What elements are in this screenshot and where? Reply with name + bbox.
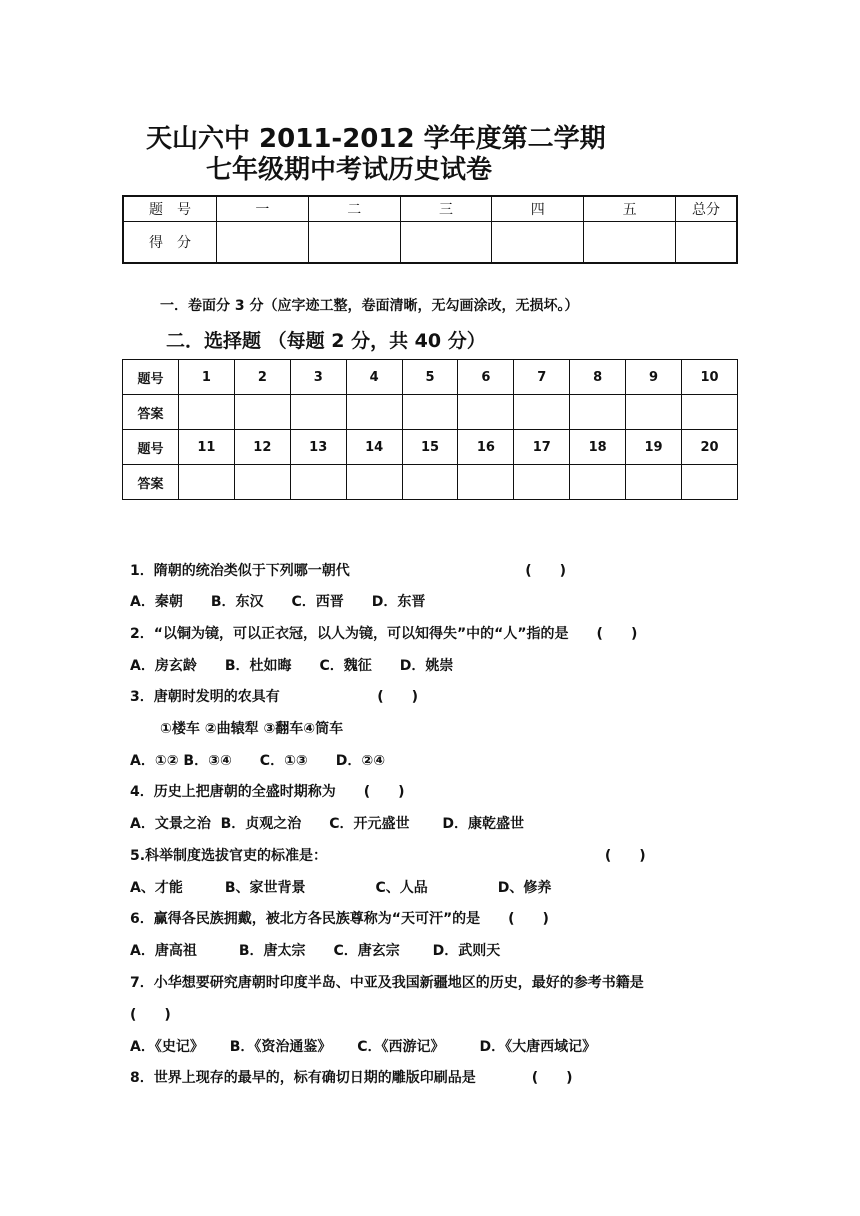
section-2-heading: 二．选择题 （每题 2 分，共 40 分）: [166, 330, 486, 352]
score-table: [122, 195, 738, 264]
answer-cell[interactable]: [626, 465, 682, 500]
answer-row: [123, 465, 738, 500]
question-number: 6: [458, 360, 514, 395]
question-5-options: A、才能 B、家世背景 C、人品 D、修养: [130, 880, 552, 896]
question-number: 4: [346, 360, 402, 395]
question-number: 14: [346, 430, 402, 465]
question-number: 18: [570, 430, 626, 465]
answer-label: 答案: [123, 395, 179, 430]
answer-cell[interactable]: [458, 395, 514, 430]
answer-cell[interactable]: [346, 465, 402, 500]
score-header-cell: 总分: [676, 196, 738, 222]
number-label: 题号: [123, 360, 179, 395]
score-header-cell: 三: [400, 196, 492, 222]
answer-cell[interactable]: [179, 465, 235, 500]
question-1: 1．隋朝的统治类似于下列哪一朝代 ( ): [130, 563, 567, 579]
score-cell[interactable]: [400, 222, 492, 264]
question-2: 2．“以铜为镜，可以正衣冠，以人为镜，可以知得失”中的“人”指的是 ( ): [130, 626, 638, 642]
question-number: 20: [682, 430, 738, 465]
score-cell[interactable]: [584, 222, 676, 264]
answer-cell[interactable]: [234, 465, 290, 500]
score-cell[interactable]: [492, 222, 584, 264]
answer-cell[interactable]: [234, 395, 290, 430]
score-row-label: 得 分: [123, 222, 217, 264]
question-number: 2: [234, 360, 290, 395]
score-cell[interactable]: [308, 222, 400, 264]
exam-title-line1: 天山六中 2011-2012 学年度第二学期: [146, 124, 606, 154]
question-1-options: A．秦朝 B．东汉 C．西晋 D．东晋: [130, 594, 426, 610]
answer-cell[interactable]: [402, 465, 458, 500]
score-header-cell: 四: [492, 196, 584, 222]
question-3-options: A．①② B．③④ C．①③ D．②④: [130, 753, 386, 769]
answer-cell[interactable]: [402, 395, 458, 430]
question-7-paren: ( ): [130, 1007, 171, 1023]
question-number: 13: [290, 430, 346, 465]
score-header-cell: 五: [584, 196, 676, 222]
question-number: 5: [402, 360, 458, 395]
answer-number-row: [123, 360, 738, 395]
question-4-options: A．文景之治 B．贞观之治 C．开元盛世 D．康乾盛世: [130, 816, 525, 832]
question-4: 4．历史上把唐朝的全盛时期称为 ( ): [130, 784, 405, 800]
question-2-options: A．房玄龄 B．杜如晦 C．魏征 D．姚崇: [130, 658, 454, 674]
answer-cell[interactable]: [514, 395, 570, 430]
answer-label: 答案: [123, 465, 179, 500]
exam-title-line2: 七年级期中考试历史试卷: [206, 155, 493, 185]
score-table-score-row: [123, 222, 737, 264]
question-3: 3．唐朝时发明的农具有 ( ): [130, 689, 419, 705]
question-number: 16: [458, 430, 514, 465]
question-number: 19: [626, 430, 682, 465]
answer-number-row: [123, 430, 738, 465]
answer-cell[interactable]: [514, 465, 570, 500]
question-7-options: A．《史记》 B．《资治通鉴》 C．《西游记》 D．《大唐西域记》: [130, 1039, 597, 1055]
question-number: 17: [514, 430, 570, 465]
score-cell[interactable]: [217, 222, 309, 264]
number-label: 题号: [123, 430, 179, 465]
score-header-cell: 二: [308, 196, 400, 222]
question-5: 5.科举制度选拔官吏的标准是： ( ): [130, 848, 646, 864]
question-6-options: A．唐高祖 B．唐太宗 C．唐玄宗 D．武则天: [130, 943, 501, 959]
answer-cell[interactable]: [346, 395, 402, 430]
answer-cell[interactable]: [458, 465, 514, 500]
answer-cell[interactable]: [290, 465, 346, 500]
question-number: 9: [626, 360, 682, 395]
question-8: 8．世界上现存的最早的，标有确切日期的雕版印刷品是 ( ): [130, 1070, 573, 1086]
score-header-cell: 题 号: [123, 196, 217, 222]
section-1-heading: 一．卷面分 3 分（应字迹工整，卷面清晰，无勾画涂改，无损坏。）: [160, 298, 579, 314]
question-number: 11: [179, 430, 235, 465]
answer-cell[interactable]: [682, 465, 738, 500]
answer-cell[interactable]: [682, 395, 738, 430]
answer-cell[interactable]: [290, 395, 346, 430]
answer-cell[interactable]: [179, 395, 235, 430]
question-number: 12: [234, 430, 290, 465]
score-header-cell: 一: [217, 196, 309, 222]
question-7: 7．小华想要研究唐朝时印度半岛、中亚及我国新疆地区的历史，最好的参考书籍是: [130, 975, 644, 991]
answer-cell[interactable]: [626, 395, 682, 430]
score-table-header-row: [123, 196, 737, 222]
question-number: 7: [514, 360, 570, 395]
score-cell[interactable]: [676, 222, 738, 264]
question-number: 15: [402, 430, 458, 465]
question-6: 6．赢得各民族拥戴，被北方各民族尊称为“天可汗”的是 ( ): [130, 911, 549, 927]
question-3-items: ①楼车 ②曲辕犁 ③翻车④筒车: [160, 721, 344, 737]
answer-table: [122, 359, 738, 500]
question-number: 8: [570, 360, 626, 395]
answer-cell[interactable]: [570, 465, 626, 500]
question-number: 10: [682, 360, 738, 395]
question-number: 3: [290, 360, 346, 395]
answer-row: [123, 395, 738, 430]
question-number: 1: [179, 360, 235, 395]
answer-cell[interactable]: [570, 395, 626, 430]
